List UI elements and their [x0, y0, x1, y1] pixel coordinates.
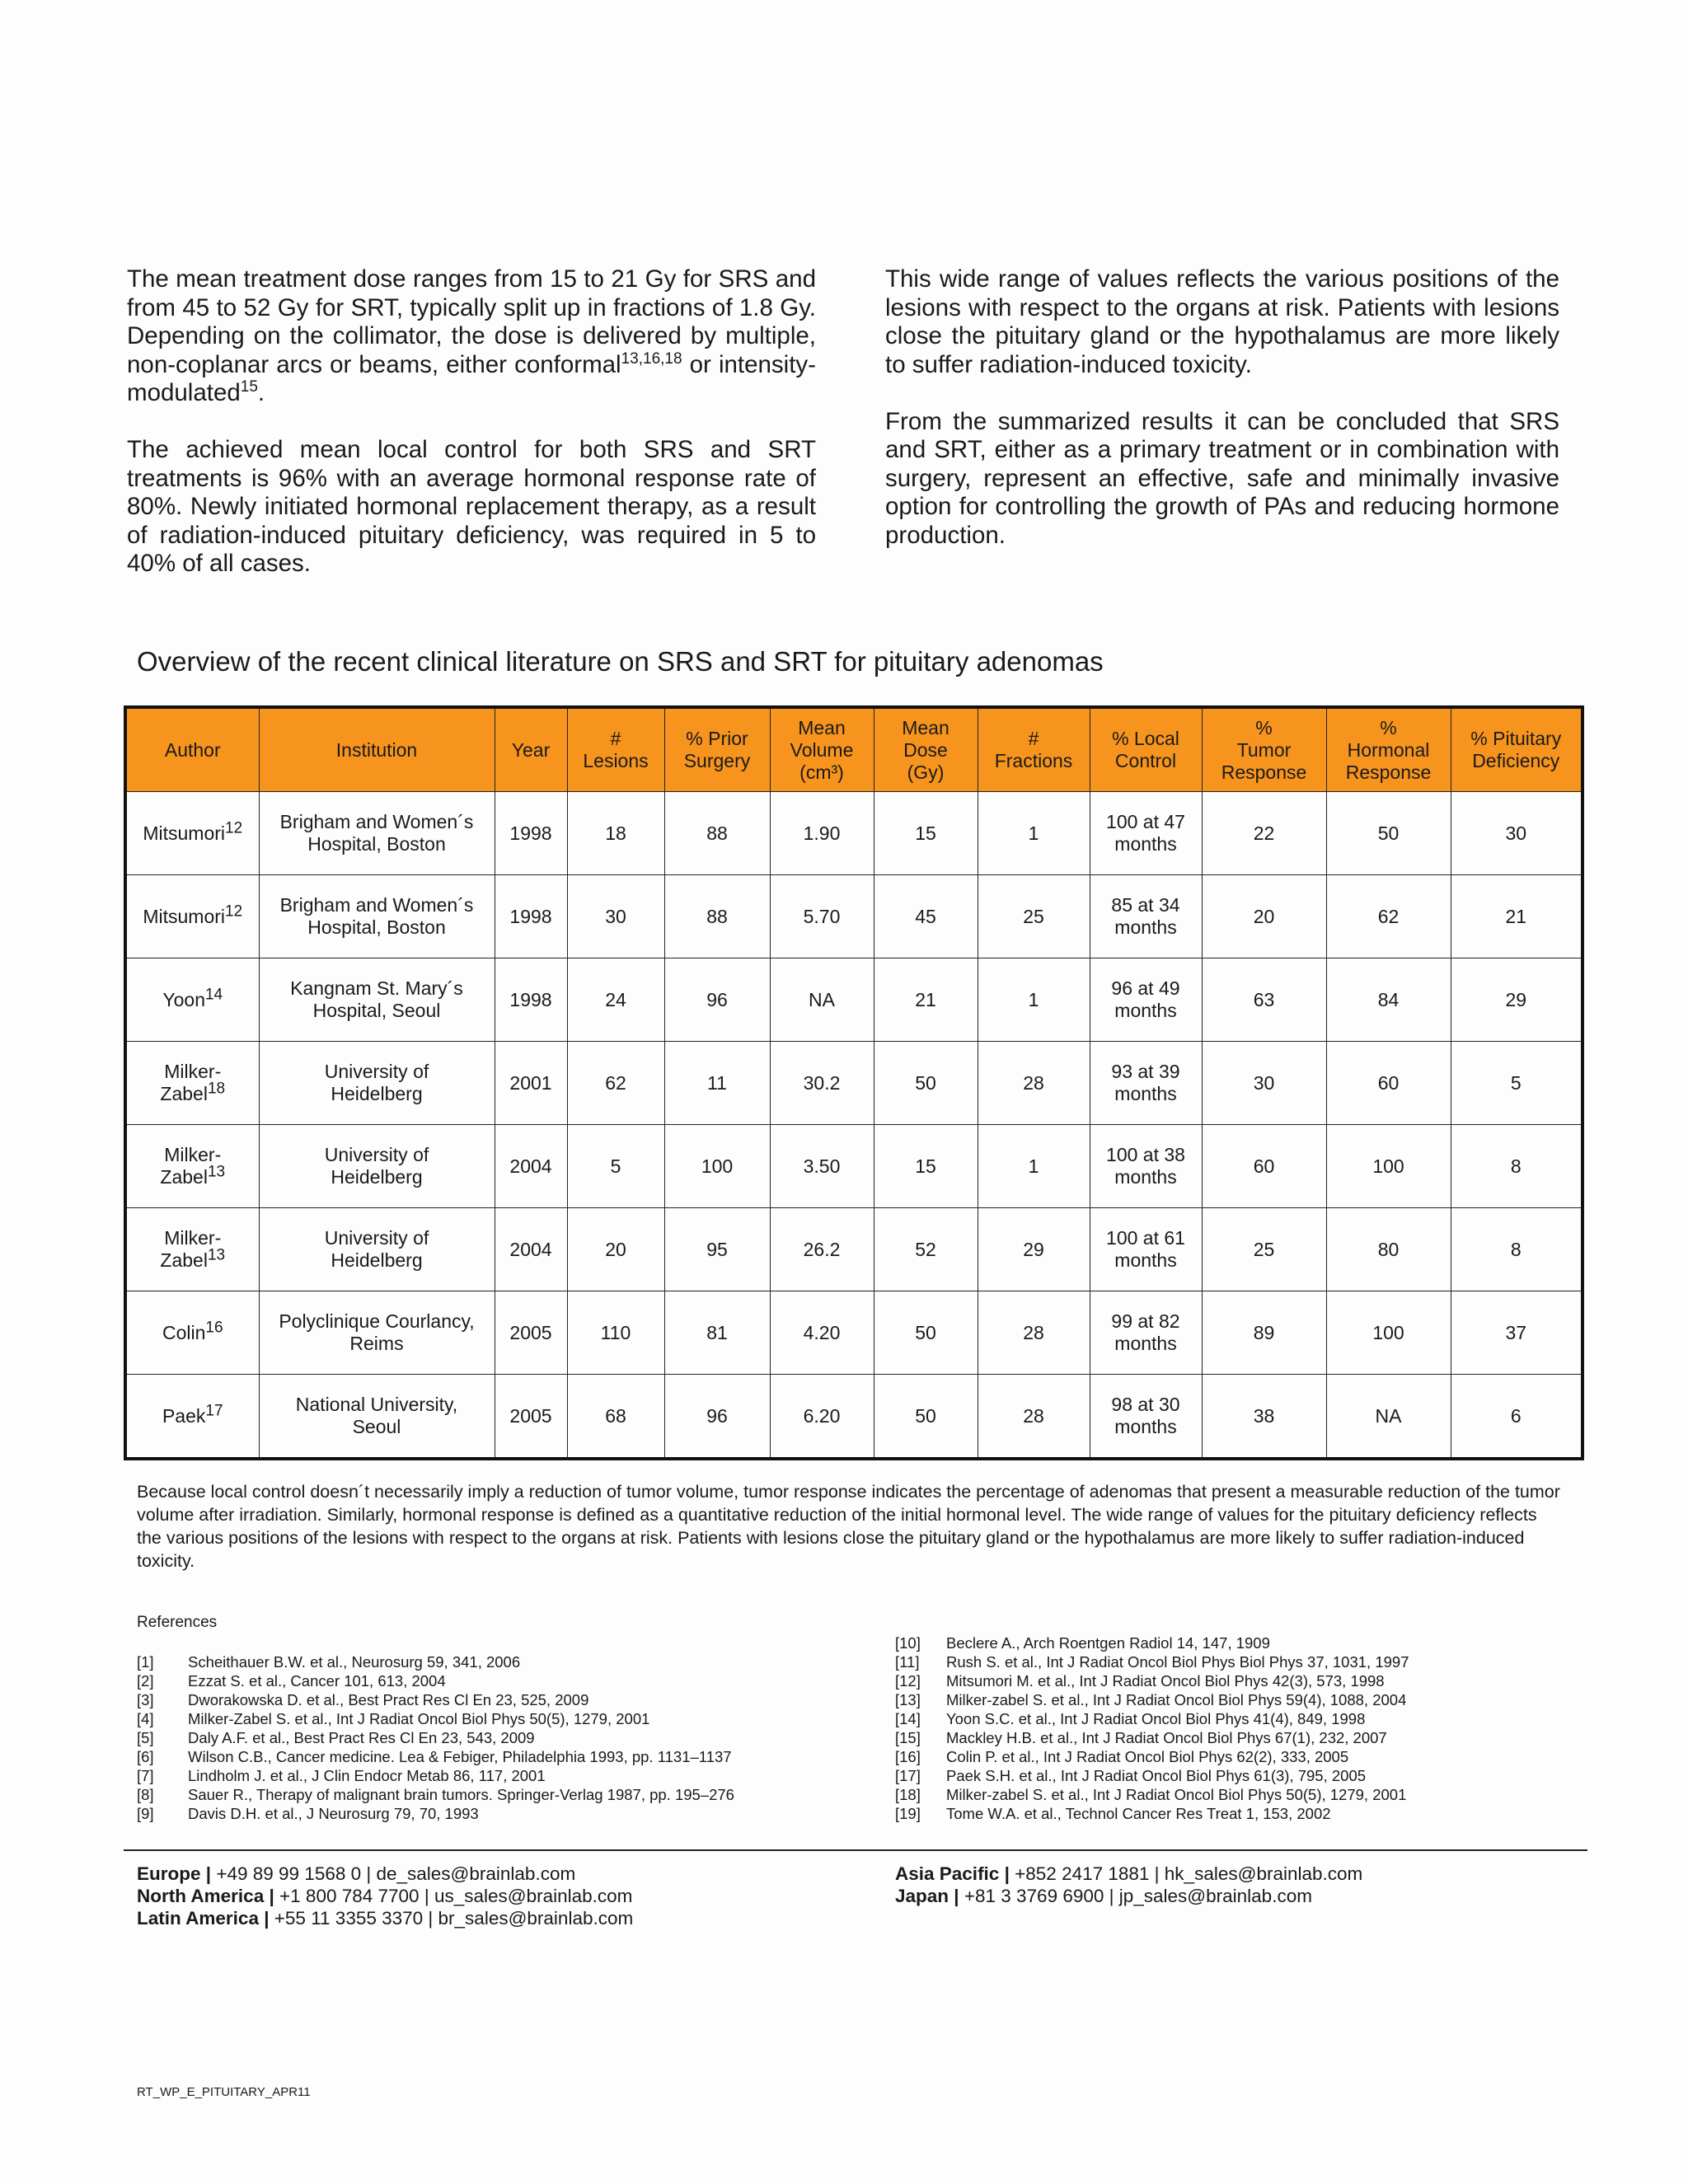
cell-year: 1998: [495, 792, 567, 875]
cell-tumor-response: 60: [1202, 1125, 1326, 1208]
intro-paragraph-conclusion: From the summarized results it can be concluded that SRS and SRT, either as a primary treatment or in combination with surgery, represent an effective, safe and minimally invasive option for controlling the growth of PAs and reducing hormone production.: [885, 407, 1559, 549]
reference-item: [137, 1785, 734, 1804]
reference-text: Paek S.H. et al., Int J Radiat Oncol Biol Phys 61(3), 795, 2005: [946, 1767, 1367, 1784]
intro-paragraph-dose: The mean treatment dose ranges from 15 to 21 Gy for SRS and from 45 to 52 Gy for SRT, typically split up in fractions of 1.8 Gy. Depending on the collimator, the dose is delivered by multiple, non-coplanar arcs or beams, either conformal$^{13,16,18}$ or intensity-modulated$^{15}$.: [127, 265, 817, 406]
cell-hormonal-response: 60: [1326, 1042, 1451, 1125]
cell-fractions: 1: [978, 958, 1090, 1042]
reference-number: [6]: [137, 1748, 154, 1765]
cell-local-control: 100 at 47 months: [1090, 792, 1202, 875]
cell-local-control: 100 at 61 months: [1090, 1208, 1202, 1291]
reference-item: [895, 1766, 1409, 1785]
cell-prior-surgery: 95: [664, 1208, 770, 1291]
cell-author: Yoon$^{14}$: [125, 958, 259, 1042]
table-footnote: Because local control doesn´t necessarily imply a reduction of tumor volume, tumor response indicates the percentage of adenomas that present a measurable reduction of the tumor volume after irradiation. Similarly, hormonal response is defined as a quantitative reduction of the initial hormonal level. The wide range of values for the pituitary deficiency reflects the various positions of the lesions with respect to the organs at risk. Patients with lesions close the pituitary gland or the hypothalamus are more likely to suffer radiation-induced toxicity.: [137, 1482, 1560, 1571]
reference-text: Mackley H.B. et al., Int J Radiat Oncol Biol Phys 67(1), 232, 2007: [946, 1729, 1387, 1746]
document-code: RT_WP_E_PITUITARY_APR11: [137, 2085, 311, 2099]
cell-mean-volume: NA: [770, 958, 874, 1042]
contact-phone: +81 3 3769 6900 |: [964, 1886, 1114, 1906]
contact-region: Latin America |: [137, 1908, 270, 1929]
cell-lesions: 68: [567, 1375, 664, 1460]
reference-text: Colin P. et al., Int J Radiat Oncol Biol Phys 62(2), 333, 2005: [946, 1748, 1349, 1765]
col-header-hormonal-response: % Hormonal Response: [1326, 707, 1451, 792]
contacts-left: [137, 1863, 633, 1929]
cell-fractions: 25: [978, 875, 1090, 958]
cell-pituitary-deficiency: 21: [1451, 875, 1582, 958]
cell-institution: Kangnam St. Mary´s Hospital, Seoul: [259, 958, 495, 1042]
col-header-prior-surgery: % Prior Surgery: [664, 707, 770, 792]
table-row: [125, 1042, 1582, 1125]
cell-institution: University of Heidelberg: [259, 1208, 495, 1291]
reference-text: Daly A.F. et al., Best Pract Res Cl En 23, 543, 2009: [188, 1729, 535, 1746]
contact-phone: +49 89 99 1568 0 |: [216, 1863, 372, 1884]
cell-fractions: 28: [978, 1291, 1090, 1375]
reference-number: [13]: [895, 1691, 921, 1708]
reference-number: [14]: [895, 1710, 921, 1727]
cell-institution: University of Heidelberg: [259, 1125, 495, 1208]
cell-pituitary-deficiency: 6: [1451, 1375, 1582, 1460]
references-list-right: [895, 1633, 1409, 1823]
intro-paragraph-control: The achieved mean local control for both SRS and SRT treatments is 96% with an average hormonal response rate of 80%. Newly initiated hormonal replacement therapy, as a result of radiation-induced pituitary deficiency, was required in 5 to 40% of all cases.: [127, 436, 816, 577]
contact-email[interactable]: hk_sales@brainlab.com: [1164, 1863, 1363, 1884]
cell-hormonal-response: 50: [1326, 792, 1451, 875]
reference-item: [137, 1766, 734, 1785]
cell-pituitary-deficiency: 8: [1451, 1208, 1582, 1291]
contact-region: Europe |: [137, 1863, 212, 1884]
cell-local-control: 93 at 39 months: [1090, 1042, 1202, 1125]
cell-lesions: 110: [567, 1291, 664, 1375]
reference-item: [895, 1804, 1409, 1823]
reference-item: [895, 1671, 1409, 1690]
cell-mean-dose: 50: [874, 1375, 978, 1460]
col-header-author: Author: [125, 707, 259, 792]
cell-fractions: 28: [978, 1042, 1090, 1125]
reference-item: [895, 1652, 1409, 1671]
table-row: [125, 792, 1582, 875]
col-header-year: Year: [495, 707, 567, 792]
cell-prior-surgery: 88: [664, 875, 770, 958]
cell-mean-dose: 21: [874, 958, 978, 1042]
cell-tumor-response: 63: [1202, 958, 1326, 1042]
cell-author: Milker- Zabel$^{18}$: [125, 1042, 259, 1125]
reference-item: [137, 1652, 734, 1671]
reference-number: [8]: [137, 1786, 154, 1803]
cell-mean-dose: 45: [874, 875, 978, 958]
contact-email[interactable]: br_sales@brainlab.com: [438, 1908, 634, 1929]
col-header-fractions: # Fractions: [978, 707, 1090, 792]
reference-text: Beclere A., Arch Roentgen Radiol 14, 147, 1909: [946, 1634, 1270, 1652]
citation-superscript: 12: [225, 818, 243, 837]
cell-lesions: 24: [567, 958, 664, 1042]
reference-item: [895, 1785, 1409, 1804]
cell-author: Paek$^{17}$: [125, 1375, 259, 1460]
cell-pituitary-deficiency: 37: [1451, 1291, 1582, 1375]
cell-prior-surgery: 96: [664, 958, 770, 1042]
cell-institution: University of Heidelberg: [259, 1042, 495, 1125]
cell-fractions: 1: [978, 792, 1090, 875]
citation-superscript: 15: [240, 378, 258, 396]
cell-year: 2001: [495, 1042, 567, 1125]
reference-number: [10]: [895, 1634, 921, 1652]
reference-text: Mitsumori M. et al., Int J Radiat Oncol Biol Phys 42(3), 573, 1998: [946, 1672, 1385, 1690]
cell-pituitary-deficiency: 5: [1451, 1042, 1582, 1125]
reference-number: [7]: [137, 1767, 154, 1784]
cell-year: 2005: [495, 1375, 567, 1460]
col-header-lesions: # Lesions: [567, 707, 664, 792]
cell-mean-volume: 6.20: [770, 1375, 874, 1460]
cell-lesions: 30: [567, 875, 664, 958]
reference-number: [15]: [895, 1729, 921, 1746]
reference-text: Ezzat S. et al., Cancer 101, 613, 2004: [188, 1672, 446, 1690]
reference-number: [16]: [895, 1748, 921, 1765]
cell-mean-volume: 3.50: [770, 1125, 874, 1208]
contact-line: [137, 1907, 633, 1929]
citation-superscript: 13: [207, 1163, 226, 1181]
contact-region: Japan |: [895, 1886, 959, 1906]
reference-number: [9]: [137, 1805, 154, 1822]
cell-prior-surgery: 11: [664, 1042, 770, 1125]
cell-author: Mitsumori$^{12}$: [125, 792, 259, 875]
cell-fractions: 1: [978, 1125, 1090, 1208]
cell-local-control: 85 at 34 months: [1090, 875, 1202, 958]
reference-item: [137, 1728, 734, 1747]
cell-lesions: 18: [567, 792, 664, 875]
cell-institution: National University, Seoul: [259, 1375, 495, 1460]
cell-hormonal-response: 62: [1326, 875, 1451, 958]
cell-prior-surgery: 81: [664, 1291, 770, 1375]
reference-item: [895, 1633, 1409, 1652]
cell-tumor-response: 20: [1202, 875, 1326, 958]
reference-item: [137, 1690, 734, 1709]
cell-local-control: 100 at 38 months: [1090, 1125, 1202, 1208]
table-header-row: [125, 707, 1582, 792]
table-row: [125, 958, 1582, 1042]
col-header-tumor-response: % Tumor Response: [1202, 707, 1326, 792]
cell-hormonal-response: 100: [1326, 1291, 1451, 1375]
reference-text: Scheithauer B.W. et al., Neurosurg 59, 341, 2006: [188, 1653, 521, 1671]
cell-mean-dose: 50: [874, 1291, 978, 1375]
reference-number: [18]: [895, 1786, 921, 1803]
reference-text: Milker-zabel S. et al., Int J Radiat Oncol Biol Phys 59(4), 1088, 2004: [946, 1691, 1407, 1708]
reference-number: [1]: [137, 1653, 154, 1671]
cell-author: Milker- Zabel$^{13}$: [125, 1208, 259, 1291]
cell-mean-dose: 15: [874, 1125, 978, 1208]
intro-left-column: [127, 265, 816, 607]
reference-item: [895, 1747, 1409, 1766]
reference-item: [895, 1709, 1409, 1728]
col-header-mean-dose: Mean Dose (Gy): [874, 707, 978, 792]
citation-superscript: 13,16,18: [621, 349, 682, 368]
cell-lesions: 62: [567, 1042, 664, 1125]
cell-hormonal-response: 84: [1326, 958, 1451, 1042]
col-header-mean-volume: Mean Volume (cm³): [770, 707, 874, 792]
cell-institution: Brigham and Women´s Hospital, Boston: [259, 792, 495, 875]
cell-hormonal-response: NA: [1326, 1375, 1451, 1460]
reference-number: [19]: [895, 1805, 921, 1822]
contact-phone: +1 800 784 7700 |: [279, 1886, 429, 1906]
intro-paragraph-range: This wide range of values reflects the various positions of the lesions with respect to the organs at risk. Patients with lesions close the pituitary gland or the hypothalamus are more likely to suffer radiation-induced toxicity.: [885, 265, 1559, 378]
cell-prior-surgery: 100: [664, 1125, 770, 1208]
cell-hormonal-response: 80: [1326, 1208, 1451, 1291]
reference-number: [11]: [895, 1653, 920, 1671]
cell-mean-volume: 26.2: [770, 1208, 874, 1291]
reference-text: Davis D.H. et al., J Neurosurg 79, 70, 1993: [188, 1805, 479, 1822]
reference-item: [895, 1728, 1409, 1747]
contact-line: [137, 1863, 633, 1885]
contact-line: [895, 1863, 1362, 1885]
table-row: [125, 1375, 1582, 1460]
cell-mean-volume: 5.70: [770, 875, 874, 958]
citation-superscript: 13: [207, 1246, 226, 1264]
cell-institution: Polyclinique Courlancy, Reims: [259, 1291, 495, 1375]
contact-email[interactable]: jp_sales@brainlab.com: [1118, 1886, 1312, 1906]
cell-tumor-response: 30: [1202, 1042, 1326, 1125]
reference-item: [137, 1671, 734, 1690]
cell-tumor-response: 22: [1202, 792, 1326, 875]
table-row: [125, 1208, 1582, 1291]
cell-mean-dose: 50: [874, 1042, 978, 1125]
cell-tumor-response: 38: [1202, 1375, 1326, 1460]
table-row: [125, 875, 1582, 958]
cell-mean-dose: 52: [874, 1208, 978, 1291]
reference-text: Lindholm J. et al., J Clin Endocr Metab 86, 117, 2001: [188, 1767, 546, 1784]
reference-item: [137, 1747, 734, 1766]
reference-text: Rush S. et al., Int J Radiat Oncol Biol Phys Biol Phys 37, 1031, 1997: [946, 1653, 1409, 1671]
cell-pituitary-deficiency: 8: [1451, 1125, 1582, 1208]
cell-local-control: 98 at 30 months: [1090, 1375, 1202, 1460]
footer-divider: [124, 1849, 1587, 1851]
cell-local-control: 99 at 82 months: [1090, 1291, 1202, 1375]
cell-mean-volume: 30.2: [770, 1042, 874, 1125]
citation-superscript: 12: [225, 902, 243, 920]
contact-phone: +852 2417 1881 |: [1015, 1863, 1160, 1884]
reference-text: Sauer R., Therapy of malignant brain tumors. Springer-Verlag 1987, pp. 195–276: [188, 1786, 734, 1803]
reference-item: [137, 1709, 734, 1728]
cell-mean-volume: 1.90: [770, 792, 874, 875]
table-body: [125, 792, 1582, 1460]
contact-region: Asia Pacific |: [895, 1863, 1010, 1884]
col-header-local-control: % Local Control: [1090, 707, 1202, 792]
cell-lesions: 20: [567, 1208, 664, 1291]
table-row: [125, 1125, 1582, 1208]
contact-email[interactable]: de_sales@brainlab.com: [376, 1863, 576, 1884]
cell-author: Milker- Zabel$^{13}$: [125, 1125, 259, 1208]
reference-number: [5]: [137, 1729, 154, 1746]
cell-fractions: 28: [978, 1375, 1090, 1460]
references-list-left: [137, 1652, 734, 1823]
reference-number: [2]: [137, 1672, 154, 1690]
clinical-literature-table: [124, 705, 1584, 1460]
cell-mean-volume: 4.20: [770, 1291, 874, 1375]
cell-pituitary-deficiency: 29: [1451, 958, 1582, 1042]
contact-line: [137, 1885, 633, 1907]
reference-number: [12]: [895, 1672, 921, 1690]
reference-item: [137, 1804, 734, 1823]
reference-number: [4]: [137, 1710, 154, 1727]
citation-superscript: 16: [205, 1318, 223, 1336]
cell-author: Colin$^{16}$: [125, 1291, 259, 1375]
reference-item: [895, 1690, 1409, 1709]
cell-year: 2005: [495, 1291, 567, 1375]
cell-fractions: 29: [978, 1208, 1090, 1291]
contact-phone: +55 11 3355 3370 |: [274, 1908, 434, 1929]
citation-superscript: 18: [207, 1080, 226, 1098]
references-heading: References: [137, 1614, 218, 1631]
table-title: Overview of the recent clinical literature on SRS and SRT for pituitary adenomas: [137, 646, 1104, 677]
cell-year: 1998: [495, 875, 567, 958]
cell-author: Mitsumori$^{12}$: [125, 875, 259, 958]
cell-pituitary-deficiency: 30: [1451, 792, 1582, 875]
cell-year: 2004: [495, 1125, 567, 1208]
contact-email[interactable]: us_sales@brainlab.com: [434, 1886, 633, 1906]
cell-mean-dose: 15: [874, 792, 978, 875]
col-header-pituitary-deficiency: % Pituitary Deficiency: [1451, 707, 1582, 792]
citation-superscript: 14: [204, 985, 223, 1003]
cell-tumor-response: 89: [1202, 1291, 1326, 1375]
col-header-institution: Institution: [259, 707, 495, 792]
reference-text: Milker-Zabel S. et al., Int J Radiat Oncol Biol Phys 50(5), 1279, 2001: [188, 1710, 650, 1727]
intro-right-column: [885, 265, 1559, 579]
contact-region: North America |: [137, 1886, 274, 1906]
cell-tumor-response: 25: [1202, 1208, 1326, 1291]
contact-line: [895, 1885, 1362, 1907]
citation-superscript: 17: [205, 1401, 223, 1419]
reference-number: [17]: [895, 1767, 921, 1784]
reference-text: Dworakowska D. et al., Best Pract Res Cl En 23, 525, 2009: [188, 1691, 589, 1708]
contacts-right: [895, 1863, 1362, 1907]
cell-prior-surgery: 88: [664, 792, 770, 875]
reference-text: Tome W.A. et al., Technol Cancer Res Treat 1, 153, 2002: [946, 1805, 1331, 1822]
cell-lesions: 5: [567, 1125, 664, 1208]
cell-institution: Brigham and Women´s Hospital, Boston: [259, 875, 495, 958]
reference-text: Wilson C.B., Cancer medicine. Lea & Febiger, Philadelphia 1993, pp. 1131–1137: [188, 1748, 732, 1765]
reference-number: [3]: [137, 1691, 154, 1708]
cell-year: 1998: [495, 958, 567, 1042]
table-row: [125, 1291, 1582, 1375]
cell-year: 2004: [495, 1208, 567, 1291]
cell-prior-surgery: 96: [664, 1375, 770, 1460]
reference-text: Yoon S.C. et al., Int J Radiat Oncol Biol Phys 41(4), 849, 1998: [946, 1710, 1366, 1727]
reference-text: Milker-zabel S. et al., Int J Radiat Oncol Biol Phys 50(5), 1279, 2001: [946, 1786, 1407, 1803]
cell-local-control: 96 at 49 months: [1090, 958, 1202, 1042]
cell-hormonal-response: 100: [1326, 1125, 1451, 1208]
